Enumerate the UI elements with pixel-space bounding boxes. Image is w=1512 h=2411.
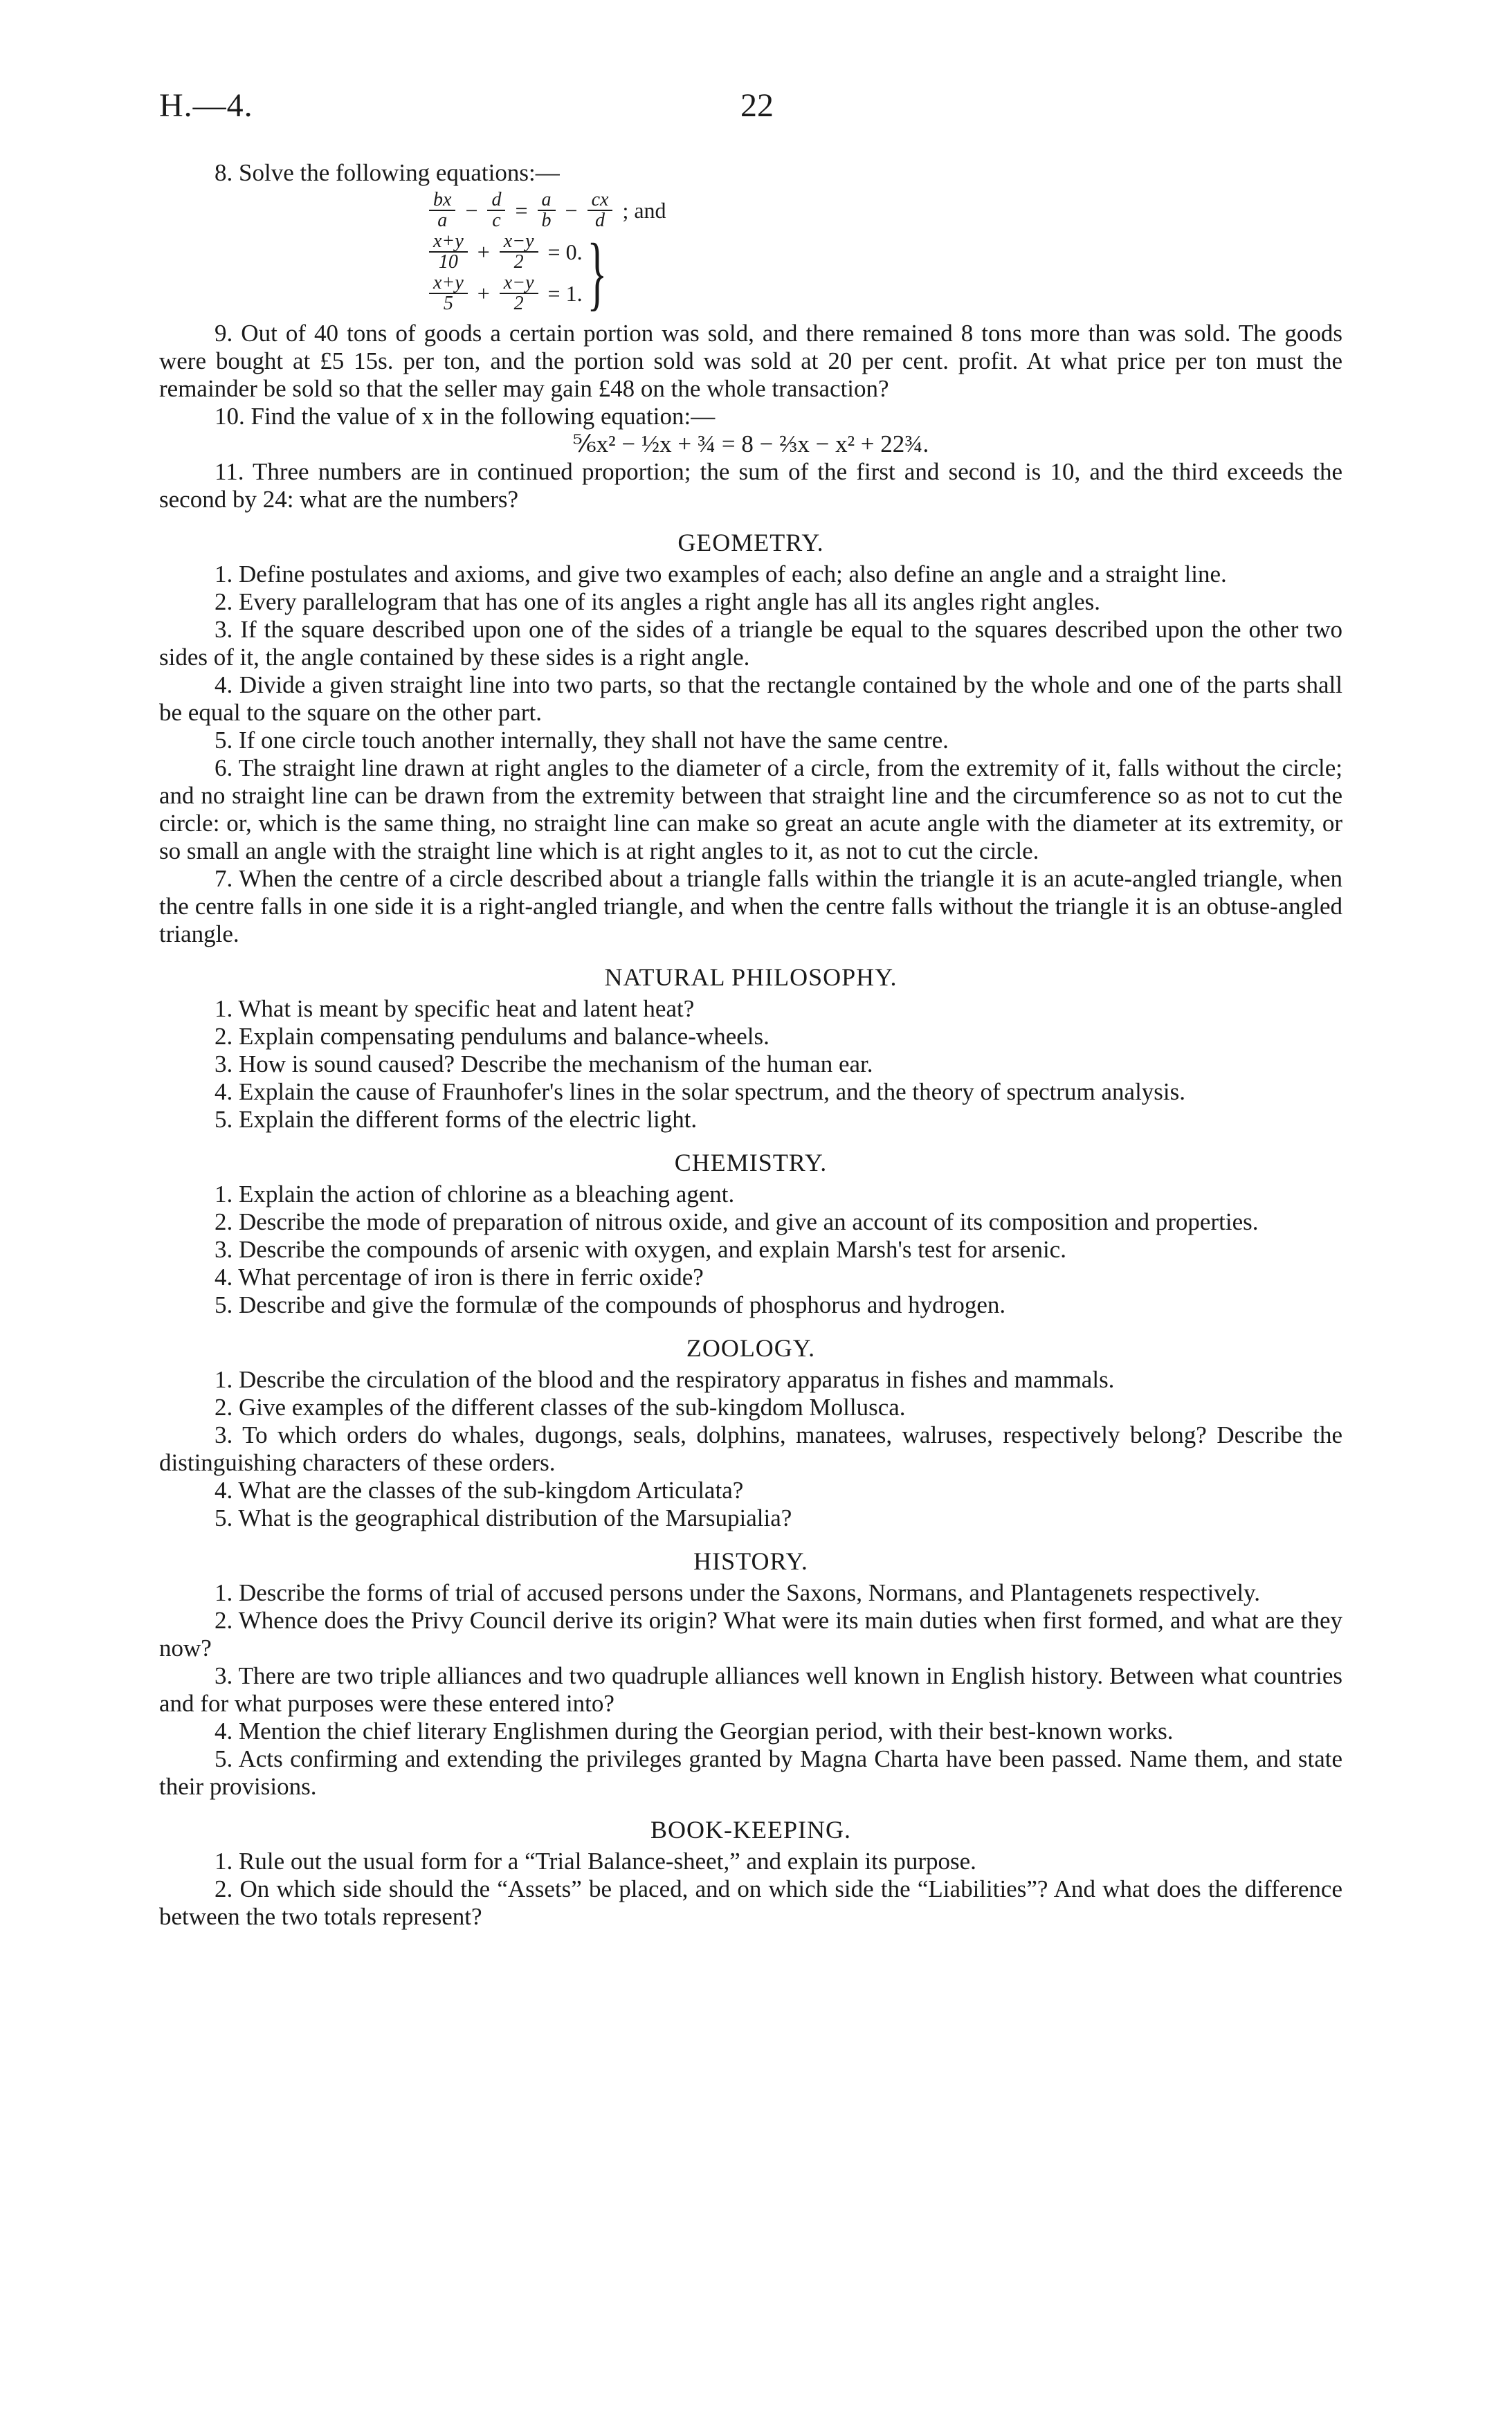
natural-philosophy-question: 3. How is sound caused? Describe the mechanism of the human ear. [215,1050,873,1077]
geometry-question: 1. Define postulates and axioms, and give two examples of each; also define an angle and a straight line. [215,561,1227,588]
natural-philosophy-question: 4. Explain the cause of Fraunhofer's lines in the solar spectrum, and the theory of spectrum analysis. [215,1078,1186,1105]
section-heading-history: HISTORY. [693,1547,808,1575]
natural-philosophy-question: 2. Explain compensating pendulums and balance-wheels. [215,1023,769,1050]
geometry-question: 4. Divide a given straight line into two parts, so that the rectangle contained by the whole and one of the parts shall be equal to the square on the other part. [159,671,1342,726]
geometry-question: 5. If one circle touch another internally, they shall not have the same centre. [215,727,949,754]
page-number: 22 [740,87,774,124]
chemistry-question: 2. Describe the mode of preparation of nitrous oxide, and give an account of its composition and properties. [215,1208,1259,1235]
section-heading-zoology: ZOOLOGY. [686,1334,816,1362]
history-question: 1. Describe the forms of trial of accused persons under the Saxons, Normans, and Plantagenets respectively. [215,1579,1261,1606]
history-question: 3. There are two triple alliances and two quadruple alliances well known in English history. Between what countries and for what purposes were these entered into? [159,1662,1342,1717]
geometry-question: 7. When the centre of a circle described about a triangle falls within the triangle it is an acute-angled triangle, when the centre falls in one side it is a right-angled triangle, and when the centre falls without the triangle it is an obtuse-angled triangle. [159,865,1342,947]
history-question: 2. Whence does the Privy Council derive its origin? What were its main duties when first formed, and what are they now? [159,1607,1342,1662]
equation-1: $\frac{bx}{a}$ − $\frac{d}{c}$ = $\frac{a}{b}$ − $\frac{cx}{d}$ ; and [429,190,1342,231]
natural-philosophy-question: 1. What is meant by specific heat and latent heat? [215,995,695,1022]
question-11: 11. Three numbers are in continued proportion; the sum of the first and second is 10, and the third exceeds the second by 24: what are the numbers? [159,458,1342,513]
chemistry-question: 3. Describe the compounds of arsenic with oxygen, and explain Marsh's test for arsenic. [215,1236,1066,1263]
document-reference: H.—4. [159,87,253,124]
question-9: 9. Out of 40 tons of goods a certain portion was sold, and there remained 8 tons more than was sold. The goods were bought at £5 15s. per ton, and the portion sold was sold at 20 per cent. profit. At what price per ton must the remainder be sold so that the seller may gain £48 on the whole transaction? [159,320,1342,402]
right-brace-icon: } [586,226,607,318]
zoology-question: 4. What are the classes of the sub-kingdom Articulata? [215,1477,744,1504]
section-heading-chemistry: CHEMISTRY. [674,1149,828,1176]
equation-block-q8 [429,189,1342,318]
chemistry-question: 4. What percentage of iron is there in ferric oxide? [215,1264,704,1291]
chemistry-question: 5. Describe and give the formulæ of the compounds of phosphorus and hydrogen. [215,1291,1006,1318]
history-question: 4. Mention the chief literary Englishmen during the Georgian period, with their best-known works. [215,1718,1174,1745]
zoology-question: 3. To which orders do whales, dugongs, seals, dolphins, manatees, walruses, respectively belong? Describe the distinguishing characters of these orders. [159,1421,1342,1476]
equation-3: $\frac{x+y}{5}$ + $\frac{x-y}{2}$ = 1. [429,273,583,314]
zoology-question: 2. Give examples of the different classes of the sub-kingdom Mollusca. [215,1394,906,1421]
equation-2: $\frac{x+y}{10}$ + $\frac{x-y}{2}$ = 0. [429,231,583,273]
zoology-question: 5. What is the geographical distribution of the Marsupialia? [215,1504,792,1531]
simultaneous-equations [429,226,1342,318]
geometry-question: 6. The straight line drawn at right angles to the diameter of a circle, from the extremity of it, falls without the circle; and no straight line can be drawn from the extremity between that straight line and the circumference so as not to cut the circle: or, which is the same thing, no straight line can make so great an acute angle with the diameter at its extremity, or so small an angle with the straight line which is at right angles to it, as not to cut the circle. [159,754,1342,864]
question-8: 8. Solve the following equations:— [215,159,560,186]
natural-philosophy-question: 5. Explain the different forms of the electric light. [215,1106,698,1133]
geometry-question: 2. Every parallelogram that has one of its angles a right angle has all its angles right angles. [215,588,1101,615]
zoology-question: 1. Describe the circulation of the blood and the respiratory apparatus in fishes and mammals. [215,1366,1115,1393]
question-10: 10. Find the value of x in the following equation:— [215,403,716,430]
history-question: 5. Acts confirming and extending the privileges granted by Magna Charta have been passed. Name them, and state their provisions. [159,1745,1342,1800]
book-keeping-question: 2. On which side should the “Assets” be placed, and on which side the “Liabilities”? And what does the difference between the two totals represent? [159,1875,1342,1930]
book-keeping-question: 1. Rule out the usual form for a “Trial Balance-sheet,” and explain its purpose. [215,1848,976,1875]
section-heading-geometry: GEOMETRY. [677,529,824,556]
page-header [159,87,1353,142]
page-body [159,159,1342,1931]
chemistry-question: 1. Explain the action of chlorine as a bleaching agent. [215,1181,735,1208]
section-heading-natural-philosophy: NATURAL PHILOSOPHY. [604,963,898,991]
question-10-equation: ⅚x² − ½x + ¾ = 8 − ⅔x − x² + 22¾. [572,430,929,457]
section-heading-book-keeping: BOOK-KEEPING. [650,1816,851,1844]
geometry-question: 3. If the square described upon one of the sides of a triangle be equal to the squares described upon the other two sides of it, the angle contained by these sides is a right angle. [159,616,1342,671]
